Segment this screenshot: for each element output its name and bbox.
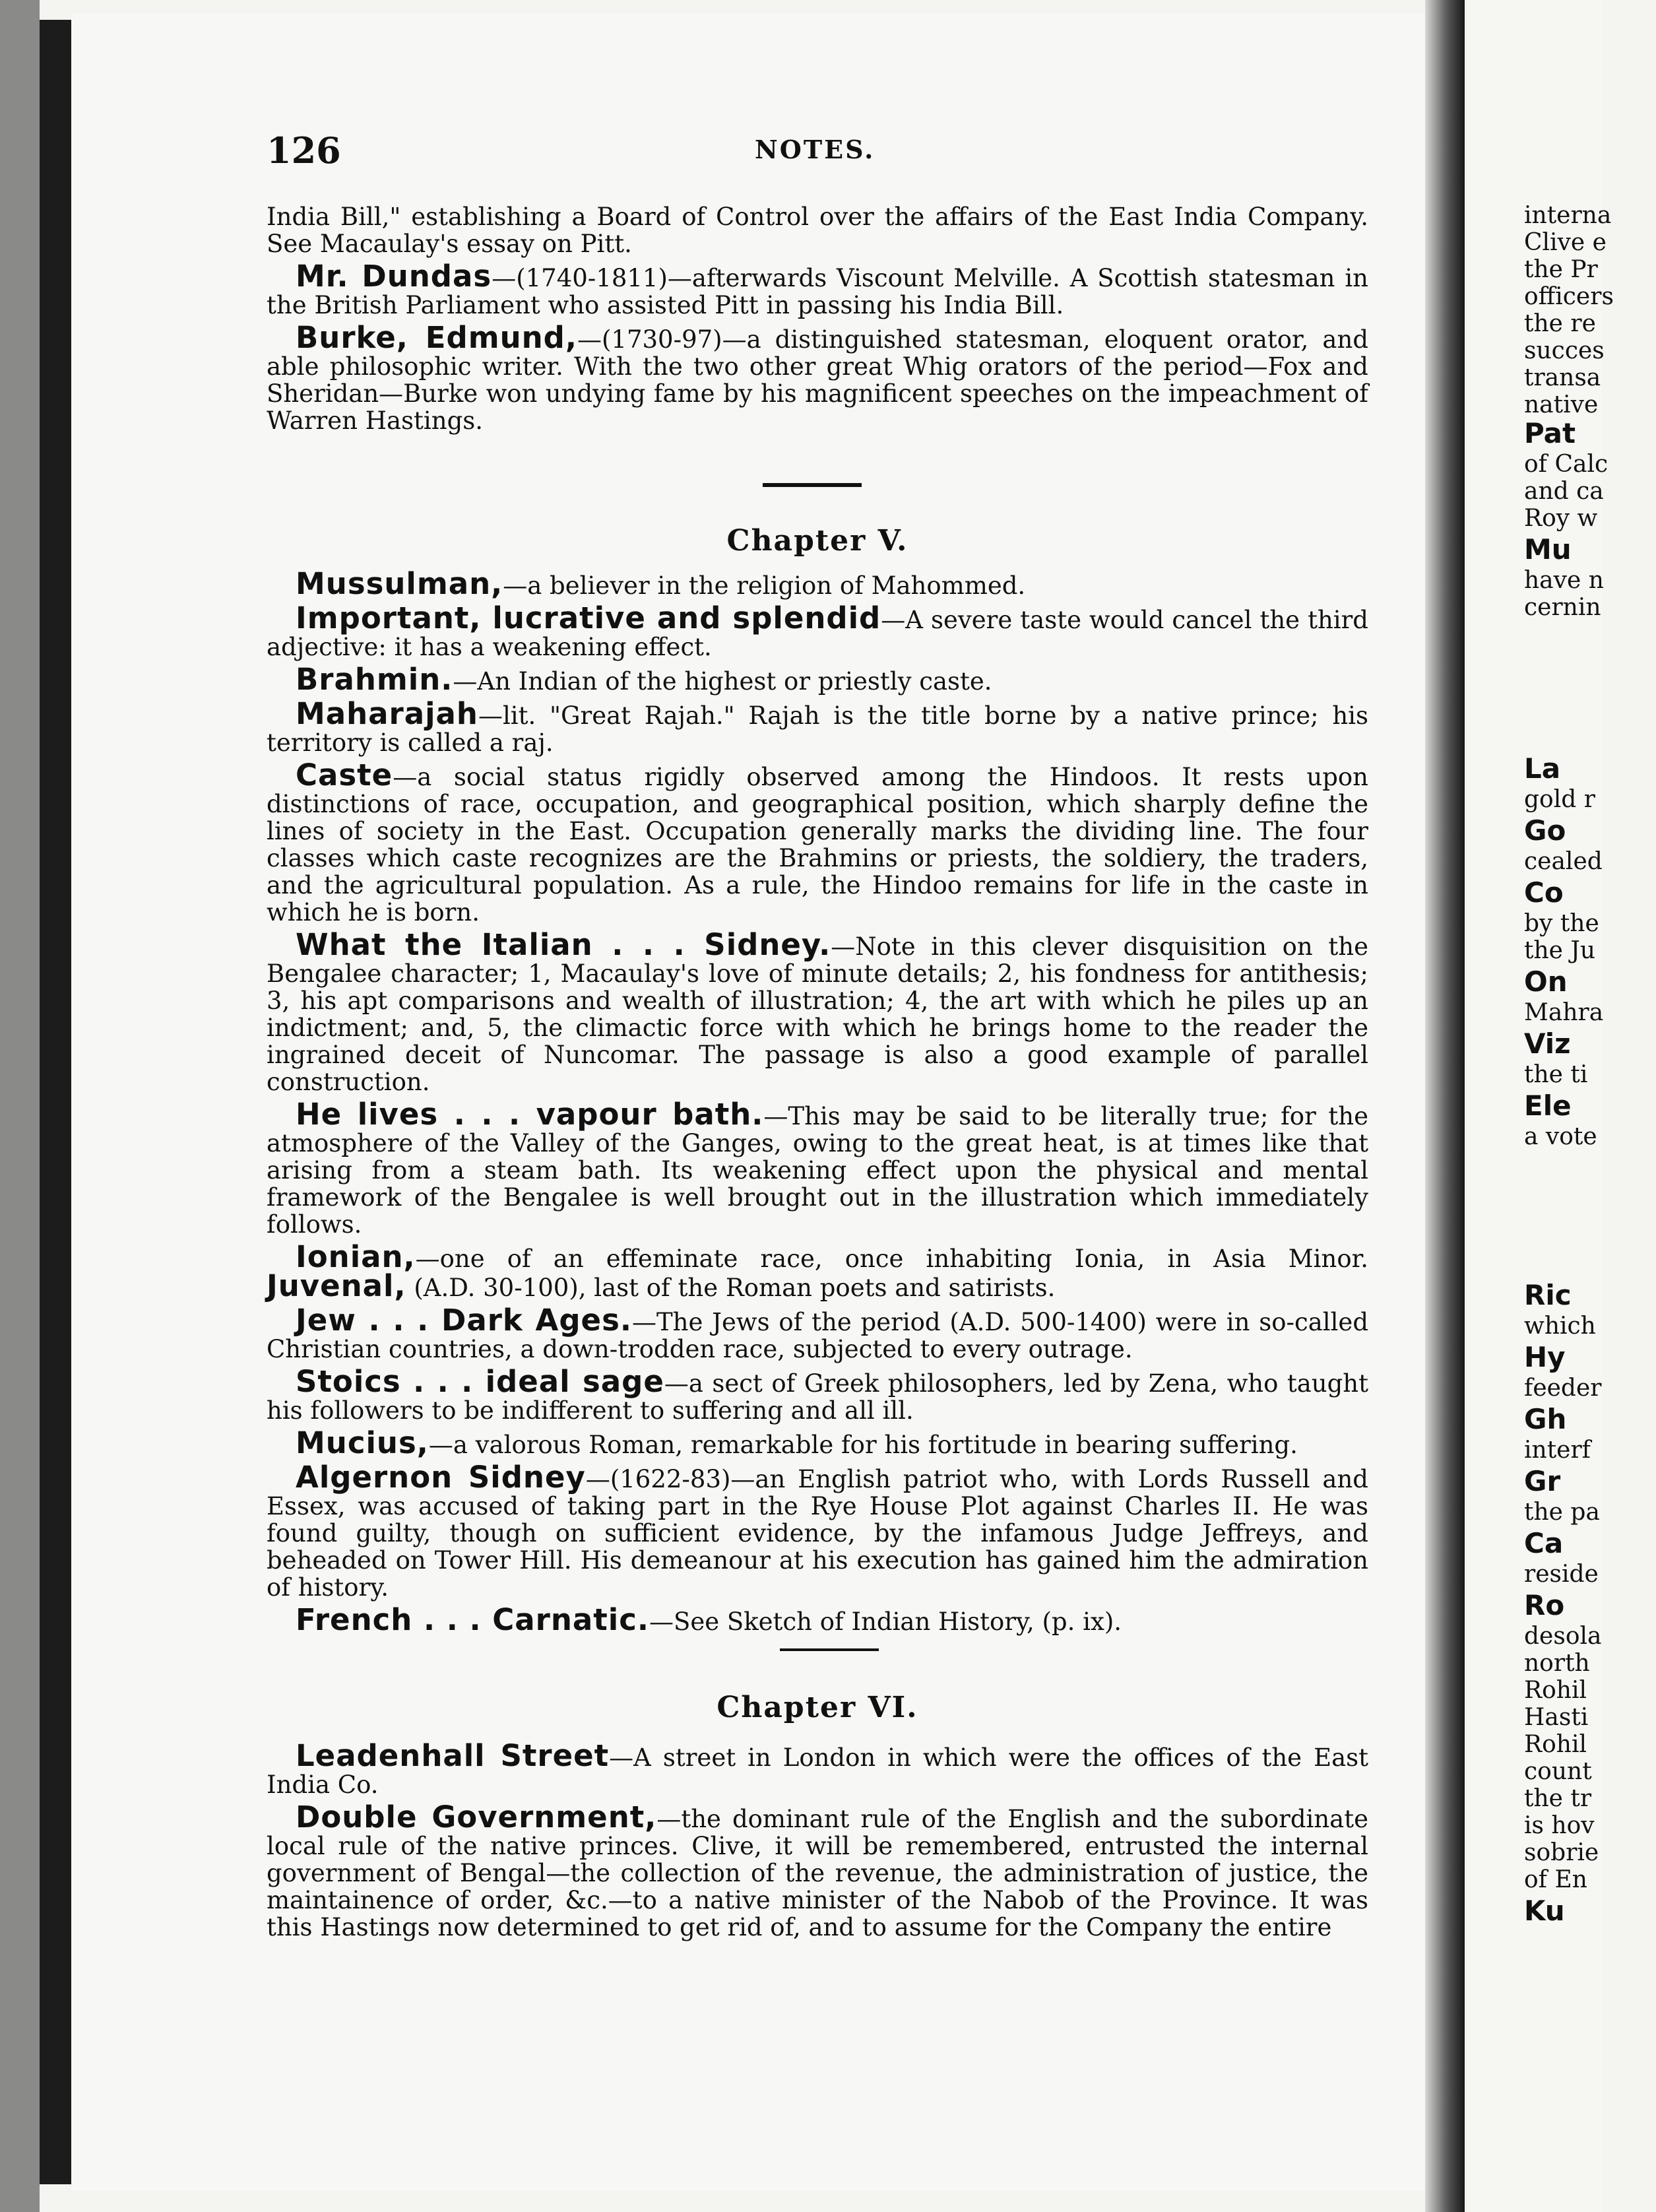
fragment-line: the Pr [1524, 256, 1598, 283]
chapter-vi-notes [267, 1738, 1368, 1946]
chapter-number: VI. [868, 1691, 918, 1724]
note-leadenhall [267, 1738, 1368, 1799]
book-gutter [1425, 0, 1465, 2212]
headword: Maharajah [296, 696, 478, 731]
fragment-line: interna [1524, 202, 1612, 229]
headword: Stoics . . . ideal sage [296, 1364, 664, 1399]
fragment-line: succes [1524, 337, 1605, 364]
note-brahmin [267, 662, 1368, 697]
fragment-line: Clive e [1524, 229, 1607, 256]
right-page-fragment [1465, 0, 1614, 2212]
fragment-line: reside [1524, 1561, 1599, 1588]
chapter-word: Chapter [717, 1691, 857, 1724]
note-stoics [267, 1364, 1368, 1425]
note-dundas [267, 259, 1368, 319]
fragment-line: north [1524, 1650, 1590, 1677]
fragment-line: Gr [1524, 1465, 1561, 1497]
note-body: —Note in this clever disquisition on the Bengalee character; 1, Macaulay's love of minute details; 2, his fondness for antithesis; 3, his apt comparisons and wealth of illustration; 4, the art with which he piles up an indictment; and, 5, the climactic force with which he brings home to the reader the ingrained deceit of Nuncomar. The passage is also a good example of parallel construction. [267, 932, 1368, 1096]
fragment-line: Ro [1524, 1589, 1565, 1621]
note-body: —the dominant rule of the English and the subordinate local rule of the native princes. Clive, it will be remembered, entrusted the internal government of Bengal—the collection of the revenue, the administration of justice, the maintainence of order, &c.—to a native minister of the Nabob of the Province. It was this Hastings now determined to get rid of, and to assume for the Company the entire [267, 1805, 1368, 1941]
note-ionian [267, 1239, 1368, 1303]
headword: Burke, Edmund, [296, 320, 577, 355]
note-body: —This may be said to be literally true; for the atmosphere of the Valley of the Ganges, owing to the great heat, is at times like that arising from a steam bath. Its weakening effect upon the physical and mental framework of the Bengalee is well brought out in the illustration which immediately follows. [267, 1102, 1368, 1239]
fragment-line: by the [1524, 910, 1599, 937]
fragment-line: native [1524, 391, 1599, 418]
fragment-line: have n [1524, 567, 1604, 594]
fragment-line: sobrie [1524, 1839, 1599, 1866]
section-rule [780, 1648, 879, 1651]
note-mucius [267, 1425, 1368, 1460]
note-body: —An Indian of the highest or priestly caste. [453, 667, 992, 696]
headword: French . . . Carnatic. [296, 1602, 649, 1637]
fragment-line: Rohil [1524, 1677, 1587, 1704]
note-body: —(1730-97)—a distinguished statesman, eloquent orator, and able philosophic writer. With the two other great Whig orators of the period—Fox and Sheridan—Burke won undying fame by his magnificent speeches on the impeachment of Warren Hastings. [267, 325, 1368, 435]
fragment-line: On [1524, 965, 1568, 998]
fragment-line: of En [1524, 1866, 1587, 1893]
fragment-line: the tr [1524, 1785, 1592, 1812]
note-body: —See Sketch of Indian History, (p. ix). [649, 1608, 1122, 1636]
note-important [267, 601, 1368, 661]
fragment-line: cernin [1524, 594, 1601, 621]
headword: Algernon Sidney [296, 1460, 586, 1495]
fragment-line: La [1524, 752, 1561, 785]
chapter-v-notes [267, 566, 1369, 1641]
right-fragment-block-3 [1524, 751, 1656, 1150]
fragment-line: Roy w [1524, 505, 1598, 532]
note-body: —a valorous Roman, remarkable for his fortitude in bearing suffering. [428, 1431, 1298, 1459]
note-body: —(1622-83)—an English patriot who, with Lords Russell and Essex, was accused of taking part in the Rye House Plot against Charles II. He was found guilty, though on sufficient evidence, by the infamous Judge Jeffreys, and beheaded on Tower Hill. His demeanour at his execution has gained him the admiration of history. [267, 1465, 1368, 1602]
fragment-line: Ca [1524, 1527, 1564, 1559]
headword: He lives . . . vapour bath. [296, 1097, 764, 1132]
headword: Juvenal, [267, 1268, 406, 1303]
note-body: —one of an effeminate race, once inhabiting Ionia, in Asia Minor. [415, 1245, 1368, 1273]
fragment-line: interf [1524, 1437, 1591, 1464]
note-double-government [267, 1800, 1368, 1941]
running-title: NOTES. [755, 135, 876, 164]
note-italian [267, 927, 1368, 1096]
fragment-line: Go [1524, 814, 1566, 847]
right-fragment-block-2 [1524, 416, 1656, 621]
page-number: 126 [267, 129, 341, 172]
note-body: (A.D. 30-100), last of the Roman poets and satirists. [414, 1274, 1056, 1302]
fragment-line: the Ju [1524, 937, 1596, 964]
book-spine-left [40, 20, 71, 2184]
section-rule [763, 483, 862, 487]
headword: Jew . . . Dark Ages. [296, 1303, 632, 1338]
right-fragment-block-4 [1524, 1278, 1656, 1928]
fragment-line: Hy [1524, 1341, 1566, 1373]
fragment-line: officers [1524, 283, 1614, 310]
note-burke [267, 320, 1368, 435]
note-body: —The Jews of the period (A.D. 500-1400) were in so-called Christian countries, a down-trodden race, subjected to every outrage. [267, 1308, 1369, 1363]
headword: Mucius, [296, 1425, 429, 1460]
headword: What the Italian . . . Sidney. [296, 927, 831, 962]
headword: Mussulman, [296, 566, 503, 601]
note-maharajah [267, 696, 1368, 757]
note-caste [267, 758, 1368, 927]
top-notes [267, 203, 1368, 439]
fragment-line: Ele [1524, 1090, 1572, 1122]
note-body: —A street in London in which were the offices of the East India Co. [267, 1743, 1368, 1799]
note-body: —a believer in the religion of Mahommed. [503, 571, 1026, 600]
scan-edge-left [0, 0, 40, 2212]
headword: Important, lucrative and splendid [296, 601, 881, 635]
note-body: —(1740-1811)—afterwards Viscount Melville. A Scottish statesman in the British Parliament who assisted Pitt in passing his India Bill. [267, 264, 1368, 319]
headword: Caste [296, 758, 393, 793]
fragment-line: a vote [1524, 1123, 1597, 1150]
fragment-line: gold r [1524, 786, 1595, 813]
fragment-line: of Calc [1524, 451, 1608, 478]
note-body: —A severe taste would cancel the third adjective: it has a weakening effect. [267, 606, 1368, 661]
headword: Leadenhall Street [296, 1738, 610, 1773]
fragment-line: feeder [1524, 1375, 1602, 1402]
fragment-line: Ric [1524, 1279, 1572, 1311]
note-mussulman [267, 566, 1368, 601]
note-french [267, 1602, 1368, 1637]
chapter-word: Chapter [726, 524, 867, 558]
fragment-line: the pa [1524, 1499, 1600, 1526]
fragment-line: Viz [1524, 1027, 1571, 1060]
fragment-line: is hov [1524, 1812, 1595, 1839]
note-body: —lit. "Great Rajah." Rajah is the title borne by a native prince; his territory is called a raj. [267, 701, 1368, 757]
fragment-line: transa [1524, 364, 1601, 391]
headword: Double Government, [296, 1800, 657, 1835]
fragment-line: Ku [1524, 1895, 1565, 1927]
right-fragment-block-1 [1524, 202, 1656, 418]
fragment-line: the ti [1524, 1061, 1588, 1088]
note-vapour-bath [267, 1097, 1368, 1239]
fragment-line: and ca [1524, 478, 1604, 505]
fragment-line: Rohil [1524, 1731, 1587, 1758]
fragment-line: count [1524, 1758, 1592, 1785]
fragment-line: Mu [1524, 533, 1572, 566]
note-sidney [267, 1460, 1368, 1602]
headword: Brahmin. [296, 662, 453, 697]
fragment-line: Mahra [1524, 999, 1604, 1026]
note-body: —a social status rigidly observed among the Hindoos. It rests upon distinctions of race, occupation, and geographical position, which sharply define the lines of society in the East. Occupation generally marks the dividing line. The four classes which caste recognizes are the Brahmins or priests, the soldiery, the traders, and the agricultural population. As a rule, the Hindoo remains for life in the caste in which he is born. [267, 763, 1368, 927]
continuation-paragraph: India Bill," establishing a Board of Control over the affairs of the East India Company. See Macaulay's essay on Pitt. [267, 203, 1368, 258]
fragment-line: cealed [1524, 848, 1603, 875]
note-body: —a sect of Greek philosophers, led by Zena, who taught his followers to be indifferent to suffering and all ill. [267, 1369, 1368, 1425]
fragment-line: Hasti [1524, 1704, 1589, 1731]
fragment-line: Co [1524, 876, 1564, 909]
fragment-line: Pat [1524, 417, 1576, 449]
fragment-line: the re [1524, 310, 1596, 337]
fragment-line: desola [1524, 1623, 1602, 1650]
headword: Ionian, [296, 1239, 416, 1274]
chapter-vi-heading [267, 1691, 1368, 1724]
note-jew [267, 1303, 1369, 1363]
fragment-line: Gh [1524, 1403, 1567, 1435]
page-header [267, 129, 1368, 172]
headword: Mr. Dundas [296, 259, 492, 294]
fragment-line: which [1524, 1313, 1596, 1340]
chapter-number: V. [877, 524, 908, 558]
chapter-v-heading [267, 524, 1368, 558]
